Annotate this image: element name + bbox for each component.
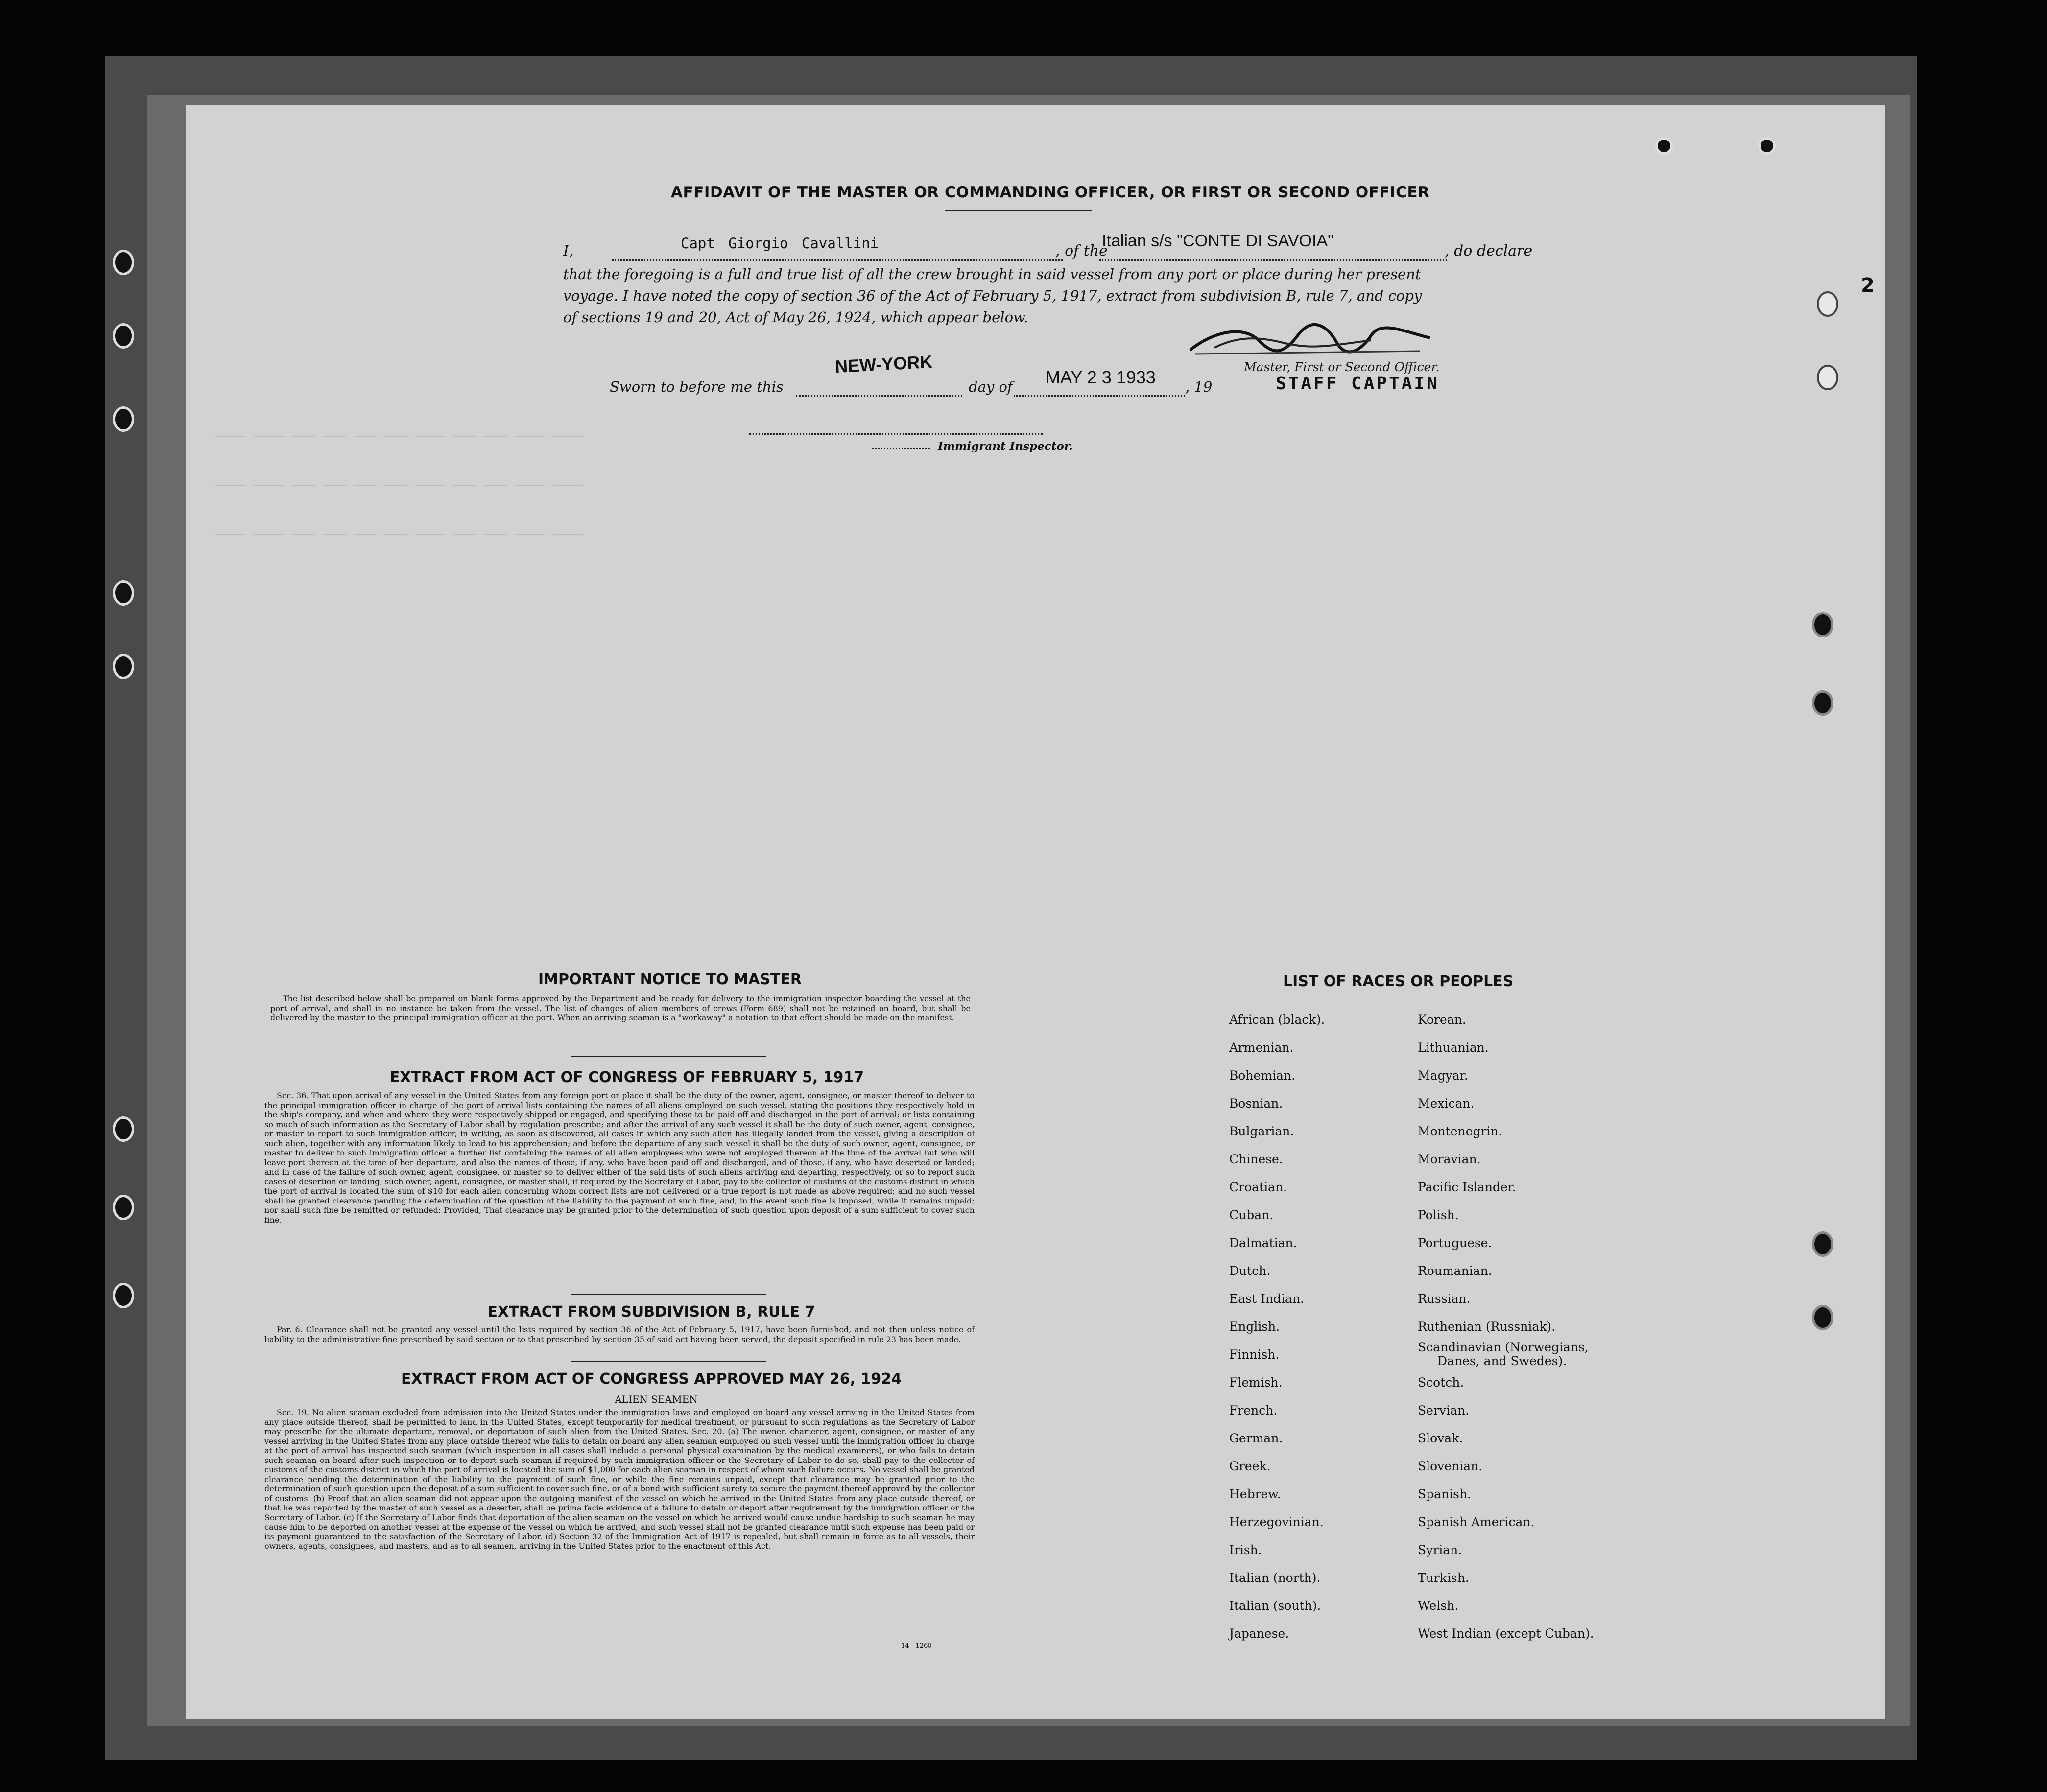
race-item: Hebrew. xyxy=(1229,1487,1281,1501)
race-item: Dalmatian. xyxy=(1229,1236,1297,1250)
races-title: LIST OF RACES OR PEOPLES xyxy=(1283,973,1514,990)
affidavit-line-3: voyage. I have noted the copy of section 36 of the Act of February 5, 1917, extract from subdivision B, rule 7, and copy xyxy=(563,287,1422,304)
race-item: Dutch. xyxy=(1229,1264,1271,1278)
race-item: Korean. xyxy=(1418,1013,1466,1027)
race-item: Pacific Islander. xyxy=(1418,1180,1516,1194)
race-item: West Indian (except Cuban). xyxy=(1418,1627,1594,1641)
binder-hole xyxy=(113,406,134,432)
bleed-through-text: ———— ———— ——— ——— ——— ——— ———— ——— ——— ———— ———— xyxy=(215,428,584,443)
signature-caption: Master, First or Second Officer. xyxy=(1244,360,1440,374)
race-item: Lithuanian. xyxy=(1418,1040,1489,1055)
binder-hole xyxy=(1812,690,1833,716)
binder-hole xyxy=(113,323,134,349)
binder-hole xyxy=(1817,365,1838,390)
extract-1917-title: EXTRACT FROM ACT OF CONGRESS OF FEBRUARY 5, 1917 xyxy=(389,1069,864,1086)
bleed-through-text: ———— ———— ——— ——— ——— ——— ———— ——— ——— ———— ———— xyxy=(215,526,584,541)
inspector-signature-line xyxy=(749,428,1043,435)
officer-rank: STAFF CAPTAIN xyxy=(1276,374,1439,394)
binder-hole xyxy=(1655,137,1673,155)
race-item: East Indian. xyxy=(1229,1292,1304,1306)
extract-1917-body: Sec. 36. That upon arrival of any vessel in the United States from any foreign port or place it shall be the duty of the owner, agent, consignee, or master thereof to deliver to the principal immigration officer in charge of the port of arrival lists containing the names of all aliens employed on such vessel, stating the positions they respectively hold in the ship's company, and when and where they were respectively shipped or engaged, and specifying those to be paid off and discharged in the port of arrival; or lists containing so much of such information as the Secretary of Labor shall by regulation prescribe; and after the arrival of any such vessel it shall be the duty of such owner, agent, consignee, or master to report to such immigration officer, in writing, as soon as discovered, all cases in which any such alien has illegally landed from the vessel, giving a description of such alien, together with any information likely to lead to his apprehension; and before the departure of any such vessel it shall be the duty of such owner, agent, consignee, or master to deliver to such immigration officer a further list containing the names of all alien employees who were not employed thereon at the time of the arrival but who will leave port thereon at the time of her departure, and also the names of those, if any, who have been paid off and discharged, and of those, if any, who have deserted or landed; and in case of the failure of such owner, agent, consignee, or master so to deliver either of the said lists of such aliens arriving and departing, respectively, or so to report such cases of desertion or landing, such owner, agent, consignee, or master shall, if required by the Secretary of Labor, pay to the collector of customs of the customs district in which the port of arrival is located the sum of $10 for each alien concerning whom correct lists are not delivered or a true report is not made as above required; and no such vessel shall be granted clearance pending the determination of the question of the liability to the payment of such fine, and, in the event such fine is imposed, while it remains unpaid; nor shall such fine be remitted or refunded: Provided, That clearance may be granted prior to the determination of such question upon deposit of a sum sufficient to cover such fine. xyxy=(264,1091,975,1225)
race-item: Russian. xyxy=(1418,1292,1471,1306)
binder-hole xyxy=(113,250,134,275)
race-item: English. xyxy=(1229,1320,1280,1334)
race-item: Roumanian. xyxy=(1418,1264,1492,1278)
bleed-through-text: ———— ———— ——— ——— ——— ——— ———— ——— ——— ———— ———— xyxy=(215,477,584,492)
vessel-name: Italian s/s "CONTE DI SAVOIA" xyxy=(1102,232,1334,250)
sworn-date-stamp: MAY 2 3 1933 xyxy=(1046,367,1156,387)
race-item: Mexican. xyxy=(1418,1096,1475,1110)
affidavit-i: I, xyxy=(563,242,574,259)
binder-hole xyxy=(1812,612,1833,637)
title-rule xyxy=(945,210,1092,211)
inspector-caption: Immigrant Inspector. xyxy=(938,440,1073,453)
race-item: Spanish. xyxy=(1418,1487,1472,1501)
sworn-place-stamp: NEW-YORK xyxy=(834,351,933,377)
of-the-label: , of the xyxy=(1055,242,1108,259)
race-item: Chinese. xyxy=(1229,1152,1283,1166)
section-rule xyxy=(571,1361,766,1362)
binder-hole xyxy=(113,580,134,606)
race-item: Scotch. xyxy=(1418,1375,1464,1390)
binder-hole xyxy=(113,1195,134,1220)
inspector-line-short xyxy=(872,443,930,449)
race-item: Japanese. xyxy=(1229,1627,1289,1641)
vessel-line xyxy=(1099,255,1447,261)
races-column-2 xyxy=(1418,1006,1594,1648)
extract-1924-body: Sec. 19. No alien seaman excluded from admission into the United States under the immigration laws and employed on board any vessel arriving in the United States from any place outside thereof, shall be permitted to land in the United States, except temporarily for medical treatment, or pursuant to such regulations as the Secretary of Labor may prescribe for the ultimate departure, removal, or deportation of such alien from the United States. Sec. 20. (a) The owner, charterer, agent, consignee, or master of any vessel arriving in the United States from any place outside thereof who fails to detain on board any alien seaman employed on such vessel until the immigration officer in charge at the port of arrival has inspected such seaman (which inspection in all cases shall include a personal physical examination by the medical examiners), or who fails to detain such seaman on board after such inspection or to deport such seaman if required by such immigration officer or the Secretary of Labor to do so, shall pay to the collector of customs of the customs district in which the port of arrival is located the sum of $1,000 for each alien seaman in respect of whom such failure occurs. No vessel shall be granted clearance pending the determination of the liability to the payment of such fine, or while the fine remains unpaid, except that clearance may be granted prior to the determination of such question upon the deposit of a sum sufficient to cover such fine, or of a bond with sufficient surety to secure the payment thereof approved by the collector of customs. (b) Proof that an alien seaman did not appear upon the outgoing manifest of the vessel on which he arrived in the United States from any place outside thereof, or that he was reported by the master of such vessel as a deserter, shall be prima facie evidence of a failure to detain or deport after requirement by the immigration officer or the Secretary of Labor. (c) If the Secretary of Labor finds that deportation of the alien seaman on the vessel on which he arrived would cause undue hardship to such seaman he may cause him to be deported on another vessel at the expense of the vessel on which he arrived, and such vessel shall not be granted clearance until such expense has been paid or its payment guaranteed to the satisfaction of the Secretary of Labor. (d) Section 32 of the Immigration Act of 1917 is repealed, but shall remain in force as to all vessels, their owners, agents, consignees, and masters, and as to all seamen, arriving in the United States prior to the enactment of this Act. xyxy=(264,1408,975,1551)
race-item: Flemish. xyxy=(1229,1375,1283,1390)
affidavit-title: AFFIDAVIT OF THE MASTER OR COMMANDING OFFICER, OR FIRST OR SECOND OFFICER xyxy=(671,184,1430,201)
sworn-place-line xyxy=(796,390,962,397)
do-declare-label: , do declare xyxy=(1445,242,1533,259)
race-item: Greek. xyxy=(1229,1459,1271,1473)
race-item: Italian (south). xyxy=(1229,1599,1321,1613)
race-item: Moravian. xyxy=(1418,1152,1481,1166)
race-item: Bulgarian. xyxy=(1229,1124,1294,1138)
race-item: Ruthenian (Russniak). xyxy=(1418,1320,1556,1334)
binder-hole xyxy=(113,1116,134,1142)
year-label: , 19 xyxy=(1185,378,1213,395)
race-item: Bosnian. xyxy=(1229,1096,1283,1110)
section-rule xyxy=(571,1294,766,1295)
notice-title: IMPORTANT NOTICE TO MASTER xyxy=(538,971,802,988)
form-number: 14—1260 xyxy=(901,1642,932,1650)
notice-body: The list described below shall be prepared on blank forms approved by the Department and be ready for delivery to the immigration inspector boarding the vessel at the port of arrival, and shall in no instance be taken from the vessel. The list of changes of alien members of crews (Form 689) shall not be retained on board, but shall be delivered by the master to the principal immigration officer at the port. When an arriving seaman is a "workaway" a notation to that effect should be made on the manifest. xyxy=(270,994,971,1022)
race-item: Syrian. xyxy=(1418,1543,1462,1557)
race-item: Bohemian. xyxy=(1229,1068,1295,1083)
race-item: Portuguese. xyxy=(1418,1236,1492,1250)
race-item: Italian (north). xyxy=(1229,1571,1321,1585)
extract-rule7-body: Par. 6. Clearance shall not be granted any vessel until the lists required by section 36 of the Act of February 5, 1917, have been furnished, and not then unless notice of liability to the administrative fine prescribed by said section or to that prescribed by section 35 of said act having been served, the deposit specified in rule 23 has been made. xyxy=(264,1325,975,1344)
race-item: African (black). xyxy=(1229,1013,1325,1027)
race-item: Cuban. xyxy=(1229,1208,1274,1222)
race-item: Armenian. xyxy=(1229,1040,1294,1055)
race-item: Polish. xyxy=(1418,1208,1459,1222)
race-item: Danes, and Swedes). xyxy=(1437,1354,1567,1368)
section-rule xyxy=(571,1056,766,1057)
officer-name: Capt Giorgio Cavallini xyxy=(681,235,879,252)
race-item: Turkish. xyxy=(1418,1571,1469,1585)
sworn-label: Sworn to before me this xyxy=(610,378,784,395)
affidavit-line-4: of sections 19 and 20, Act of May 26, 1924, which appear below. xyxy=(563,309,1028,326)
date-line xyxy=(1014,390,1185,397)
extract-1924-subtitle: ALIEN SEAMEN xyxy=(615,1393,698,1405)
binder-hole xyxy=(1817,291,1838,317)
binder-hole xyxy=(1812,1231,1833,1257)
name-line xyxy=(612,255,1063,261)
race-item: French. xyxy=(1229,1403,1278,1417)
race-item: Spanish American. xyxy=(1418,1515,1535,1529)
race-item: Slovenian. xyxy=(1418,1459,1483,1473)
binder-hole xyxy=(1758,137,1776,155)
manifest-page xyxy=(186,105,1885,1719)
race-item: Croatian. xyxy=(1229,1180,1287,1194)
races-column-1 xyxy=(1229,1006,1325,1648)
race-item: Slovak. xyxy=(1418,1431,1463,1445)
race-item: Magyar. xyxy=(1418,1068,1468,1083)
binder-hole xyxy=(113,654,134,679)
binder-hole xyxy=(1812,1305,1833,1330)
margin-number: 2 xyxy=(1861,274,1875,297)
race-item: Montenegrin. xyxy=(1418,1124,1502,1138)
day-of-label: day of xyxy=(969,378,1013,395)
master-signature xyxy=(1185,321,1440,360)
binder-hole xyxy=(113,1283,134,1308)
race-item: Scandinavian (Norwegians, xyxy=(1418,1340,1589,1354)
race-item: Servian. xyxy=(1418,1403,1469,1417)
race-item: Irish. xyxy=(1229,1543,1262,1557)
race-item: Herzegovinian. xyxy=(1229,1515,1324,1529)
extract-rule7-title: EXTRACT FROM SUBDIVISION B, RULE 7 xyxy=(487,1303,815,1320)
affidavit-line-2: that the foregoing is a full and true list of all the crew brought in said vessel from any port or place during her present xyxy=(563,266,1421,283)
race-item: Finnish. xyxy=(1229,1347,1280,1362)
extract-1924-title: EXTRACT FROM ACT OF CONGRESS APPROVED MAY 26, 1924 xyxy=(401,1370,902,1388)
race-item: German. xyxy=(1229,1431,1283,1445)
race-item: Welsh. xyxy=(1418,1599,1459,1613)
